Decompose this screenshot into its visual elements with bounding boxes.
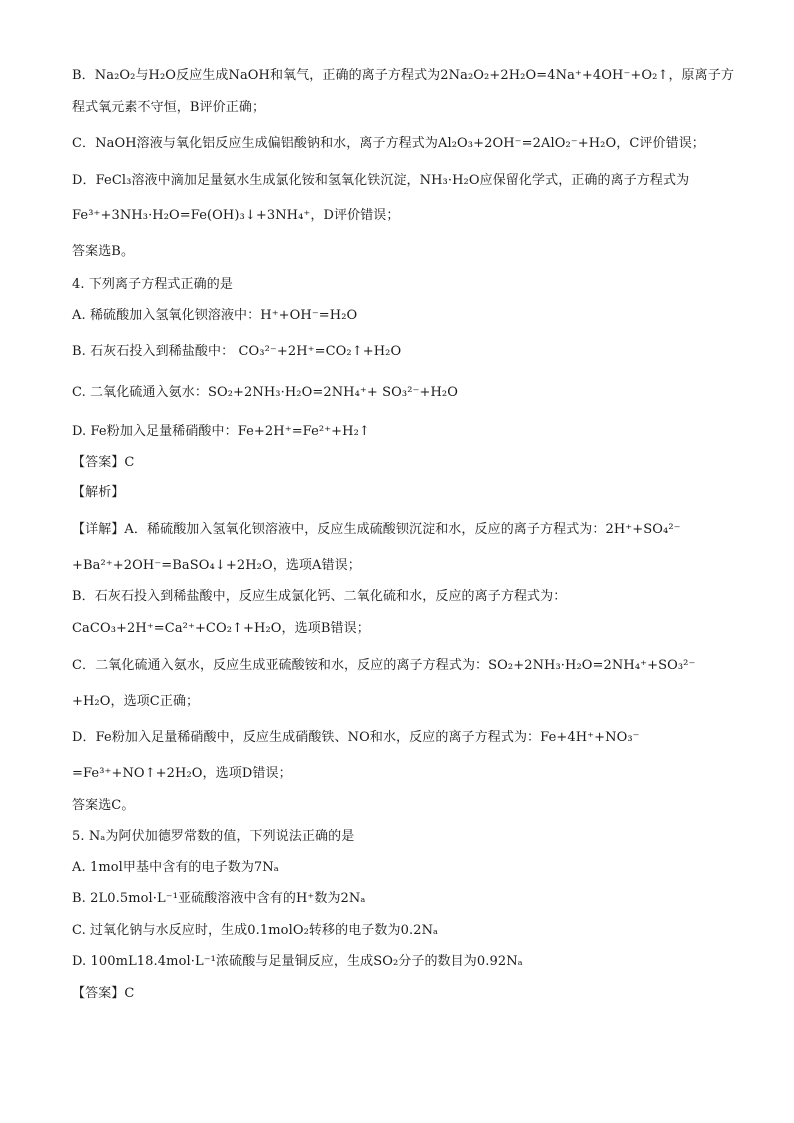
answer-label: 【答案】C [72, 986, 135, 1001]
text-line: 答案选B。 [72, 244, 135, 259]
option-b: B. 石灰石投入到稀盐酸中： CO₃²⁻+2H⁺=CO₂↑+H₂O [72, 344, 402, 359]
text-line: Fe³⁺+3NH₃·H₂O=Fe(OH)₃↓+3NH₄⁺，D评价错误； [72, 208, 400, 223]
text-line: B．Na₂O₂与H₂O反应生成NaOH和氧气，正确的离子方程式为2Na₂O₂+2H₂O=4Na⁺+4OH⁻+O₂↑，原离子方 [72, 68, 734, 83]
text-line: D．FeCl₃溶液中滴加足量氨水生成氯化铵和氢氧化铁沉淀，NH₃·H₂O应保留化学式，正确的离子方程式为 [72, 173, 690, 188]
text-line: 程式氧元素不守恒，B评价正确； [72, 100, 266, 115]
option-c: C. 二氧化硫通入氨水：SO₂+2NH₃·H₂O=2NH₄⁺+ SO₃²⁻+H₂O [72, 385, 458, 400]
detail-line: B．石灰石投入到稀盐酸中，反应生成氯化钙、二氧化硫和水，反应的离子方程式为： [72, 589, 567, 604]
option-c: C. 过氧化钠与水反应时，生成0.1molO₂转移的电子数为0.2Nₐ [72, 923, 439, 938]
question-5-stem: 5. Nₐ为阿伏加德罗常数的值，下列说法正确的是 [72, 829, 355, 844]
option-b: B. 2L0.5mol·L⁻¹亚硫酸溶液中含有的H⁺数为2Nₐ [72, 891, 366, 906]
detail-line: C．二氧化硫通入氨水，反应生成亚硫酸铵和水，反应的离子方程式为：SO₂+2NH₃·H₂O=2NH₄⁺+SO₃²⁻ [72, 658, 696, 673]
detail-line: CaCO₃+2H⁺=Ca²⁺+CO₂↑+H₂O，选项B错误； [72, 621, 370, 636]
text-line: 答案选C。 [72, 798, 135, 813]
option-a: A. 稀硫酸加入氢氧化钡溶液中：H⁺+OH⁻=H₂O [72, 308, 358, 323]
option-a: A. 1mol甲基中含有的电子数为7Nₐ [72, 860, 279, 875]
detail-line: 【详解】A．稀硫酸加入氢氧化钡溶液中，反应生成硫酸钡沉淀和水，反应的离子方程式为：2H⁺+SO₄²⁻ [72, 522, 681, 537]
analysis-label: 【解析】 [72, 485, 125, 500]
detail-line: D．Fe粉加入足量稀硝酸中，反应生成硝酸铁、NO和水，反应的离子方程式为：Fe+4H⁺+NO₃⁻ [72, 730, 640, 745]
detail-line: +Ba²⁺+2OH⁻=BaSO₄↓+2H₂O，选项A错误； [72, 558, 361, 573]
option-d: D. 100mL18.4mol·L⁻¹浓硫酸与足量铜反应，生成SO₂分子的数目为0.92Nₐ [72, 954, 523, 969]
option-d: D. Fe粉加入足量稀硝酸中：Fe+2H⁺=Fe²⁺+H₂↑ [72, 424, 370, 439]
detail-line: +H₂O，选项C正确； [72, 694, 200, 709]
question-4-stem: 4. 下列离子方程式正确的是 [72, 277, 233, 292]
detail-line: =Fe³⁺+NO↑+2H₂O，选项D错误； [72, 766, 292, 781]
text-line: C．NaOH溶液与氧化铝反应生成偏铝酸钠和水，离子方程式为Al₂O₃+2OH⁻=2AlO₂⁻+H₂O，C评价错误； [72, 136, 705, 151]
answer-label: 【答案】C [72, 455, 135, 470]
